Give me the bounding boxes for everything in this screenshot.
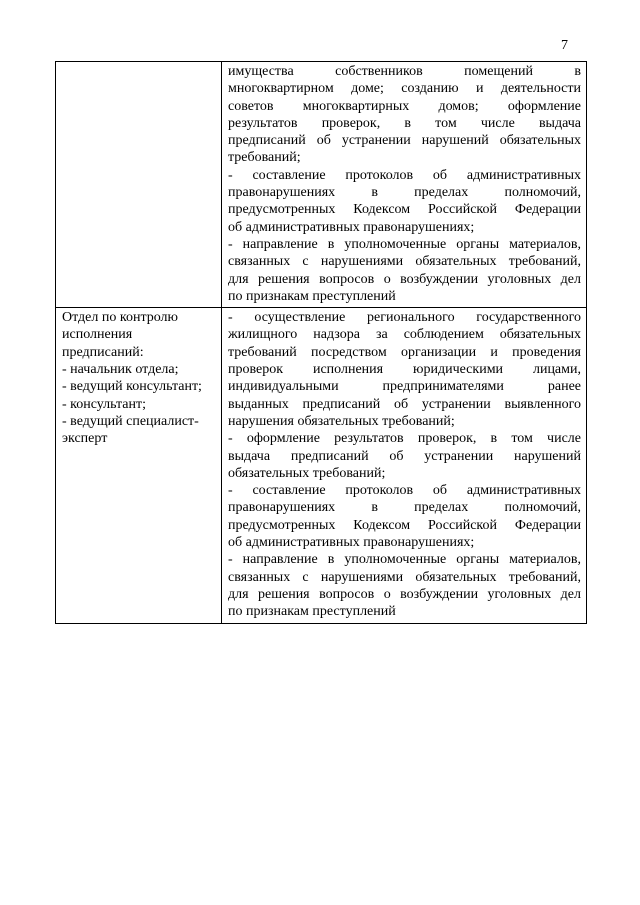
department-line: эксперт <box>62 431 108 447</box>
duties-line: для решения вопросов о возбуждении уголовных дел <box>228 586 581 602</box>
duties-line: выданных предписаний об устранении выявленного <box>228 396 581 412</box>
duties-cell <box>222 62 587 308</box>
table-row <box>56 308 587 623</box>
duties-line: по признакам преступлений <box>228 604 396 620</box>
duties-line: - направление в уполномоченные органы материалов, <box>228 552 581 568</box>
duties-line: проверок исполнения юридическими лицами, <box>228 362 581 378</box>
page-number: 7 <box>561 38 568 53</box>
duties-line: имущества собственников помещений в <box>228 64 581 79</box>
department-line: Отдел по контролю <box>62 310 178 326</box>
duties-line: предписаний об устранении нарушений обязательных <box>228 133 581 149</box>
duties-line: нарушения обязательных требований; <box>228 413 455 429</box>
duties-line: связанных с нарушениями обязательных требований, <box>228 254 581 270</box>
duties-line: по признакам преступлений <box>228 288 396 304</box>
duties-line: выдача предписаний об устранении нарушений <box>228 448 581 464</box>
duties-line: результатов проверок, в том числе выдача <box>228 115 581 131</box>
duties-line: предусмотренных Кодексом Российской Федерации <box>228 202 581 218</box>
department-line: - начальник отдела; <box>62 362 179 378</box>
department-line: - ведущий консультант; <box>62 379 202 395</box>
duties-cell <box>222 308 587 623</box>
duties-line: об административных правонарушениях; <box>228 219 475 235</box>
department-line: исполнения <box>62 327 133 343</box>
department-line: - ведущий специалист- <box>62 413 199 429</box>
duties-line: индивидуальными предпринимателями ранее <box>228 379 581 395</box>
duties-line: - осуществление регионального государственного <box>228 310 581 326</box>
duties-line: правонарушениях в пределах полномочий, <box>228 185 581 201</box>
duties-line: - составление протоколов об административных <box>228 167 581 183</box>
duties-line: об административных правонарушениях; <box>228 535 475 551</box>
duties-line: - направление в уполномоченные органы материалов, <box>228 236 581 252</box>
duties-line: - оформление результатов проверок, в том числе <box>228 431 581 447</box>
duties-line: правонарушениях в пределах полномочий, <box>228 500 581 516</box>
duties-line: предусмотренных Кодексом Российской Федерации <box>228 517 581 533</box>
duties-line: требований; <box>228 150 301 166</box>
department-cell <box>56 308 222 623</box>
duties-line: обязательных требований; <box>228 465 386 481</box>
duties-line: связанных с нарушениями обязательных требований, <box>228 569 581 585</box>
department-line: - консультант; <box>62 396 146 412</box>
duties-line: для решения вопросов о возбуждении уголовных дел <box>228 271 581 287</box>
table-row <box>56 62 587 308</box>
duties-line: жилищного надзора за соблюдением обязательных <box>228 327 581 343</box>
duties-line: многоквартирном доме; созданию и деятельности <box>228 81 581 97</box>
department-line: предписаний: <box>62 344 144 360</box>
duties-line: советов многоквартирных домов; оформление <box>228 98 581 114</box>
duties-line: - составление протоколов об административных <box>228 483 581 499</box>
duties-table <box>55 61 587 624</box>
duties-line: требований посредством организации и проведения <box>228 344 581 360</box>
department-cell <box>56 62 222 308</box>
